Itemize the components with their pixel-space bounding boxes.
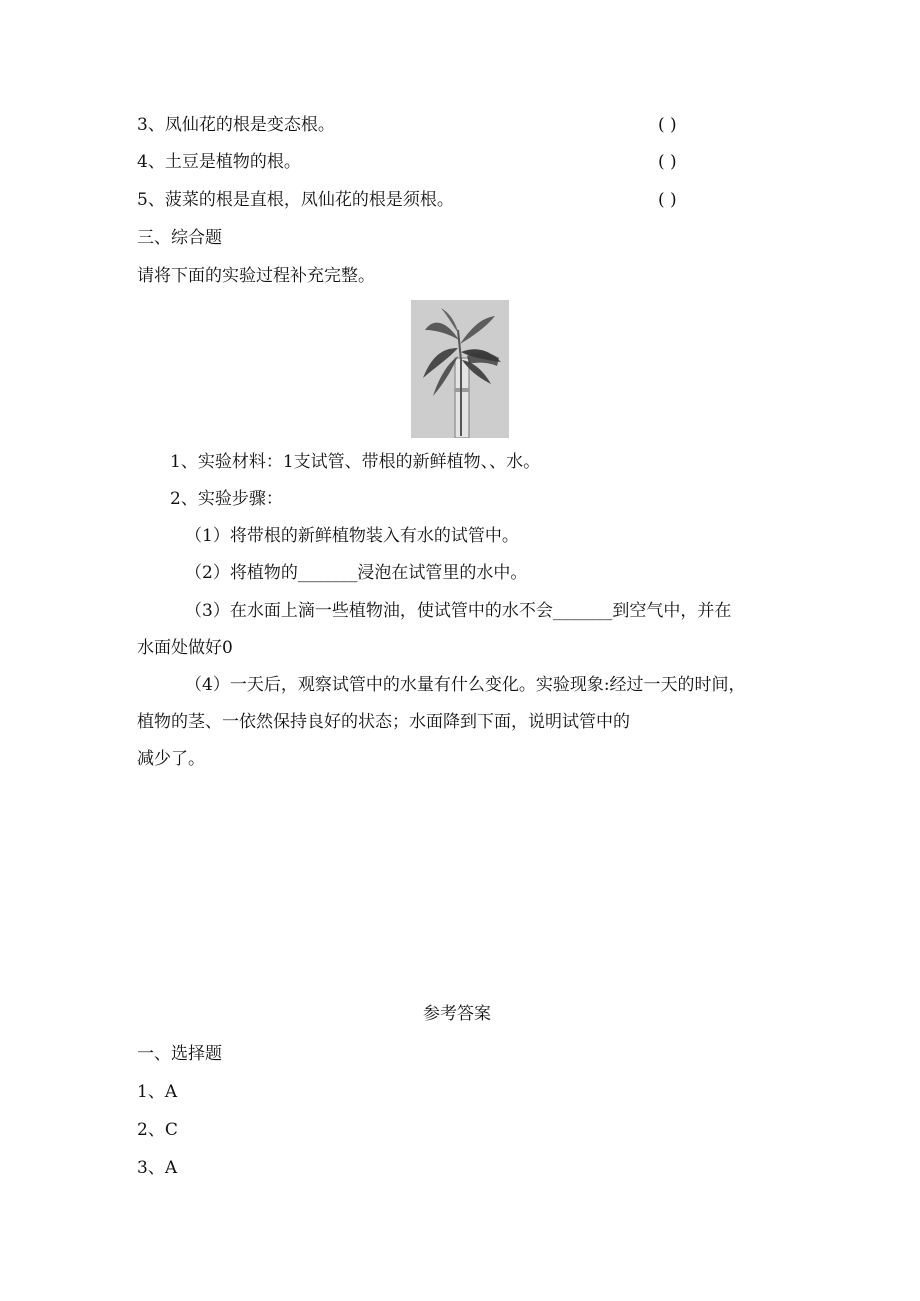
section-instruction: 请将下面的实验过程补充完整。 (137, 266, 375, 286)
judgment-item-5: 5、菠菜的根是直根，凤仙花的根是须根。 (137, 190, 454, 210)
plant-test-tube-figure (411, 300, 509, 438)
experiment-steps-title: 2、实验步骤： (170, 489, 283, 509)
answer-item-1: 1、A (137, 1082, 178, 1102)
experiment-step-4-line1: （4）一天后，观察试管中的水量有什么变化。实验现象:经过一天的时间， (185, 675, 746, 695)
experiment-step-3-line1: （3）在水面上滴一些植物油，使试管中的水不会_______到空气中，并在 (185, 601, 732, 621)
judgment-item-3: 3、凤仙花的根是变态根。 (137, 115, 335, 135)
answer-blank-5: ( ) (658, 190, 677, 210)
answer-blank-3: ( ) (658, 115, 677, 135)
section-heading: 三、综合题 (137, 228, 222, 248)
plant-illustration (411, 300, 509, 438)
answer-item-2: 2、C (137, 1120, 178, 1140)
experiment-step-2: （2）将植物的_______浸泡在试管里的水中。 (185, 563, 528, 583)
experiment-step-4-line2: 植物的茎、一依然保持良好的状态；水面降到下面，说明试管中的 (137, 712, 630, 732)
answer-blank-4: ( ) (658, 152, 677, 172)
experiment-step-3-line2: 水面处做好0 (137, 638, 233, 658)
answers-title: 参考答案 (423, 1004, 491, 1024)
experiment-step-1: （1）将带根的新鲜植物装入有水的试管中。 (185, 526, 519, 546)
judgment-item-4: 4、土豆是植物的根。 (137, 152, 301, 172)
experiment-step-4-line3: 减少了。 (137, 749, 205, 769)
experiment-materials: 1、实验材料：1支试管、带根的新鲜植物、、水。 (170, 452, 541, 472)
answers-section-heading: 一、选择题 (137, 1044, 222, 1064)
answer-item-3: 3、A (137, 1158, 178, 1178)
